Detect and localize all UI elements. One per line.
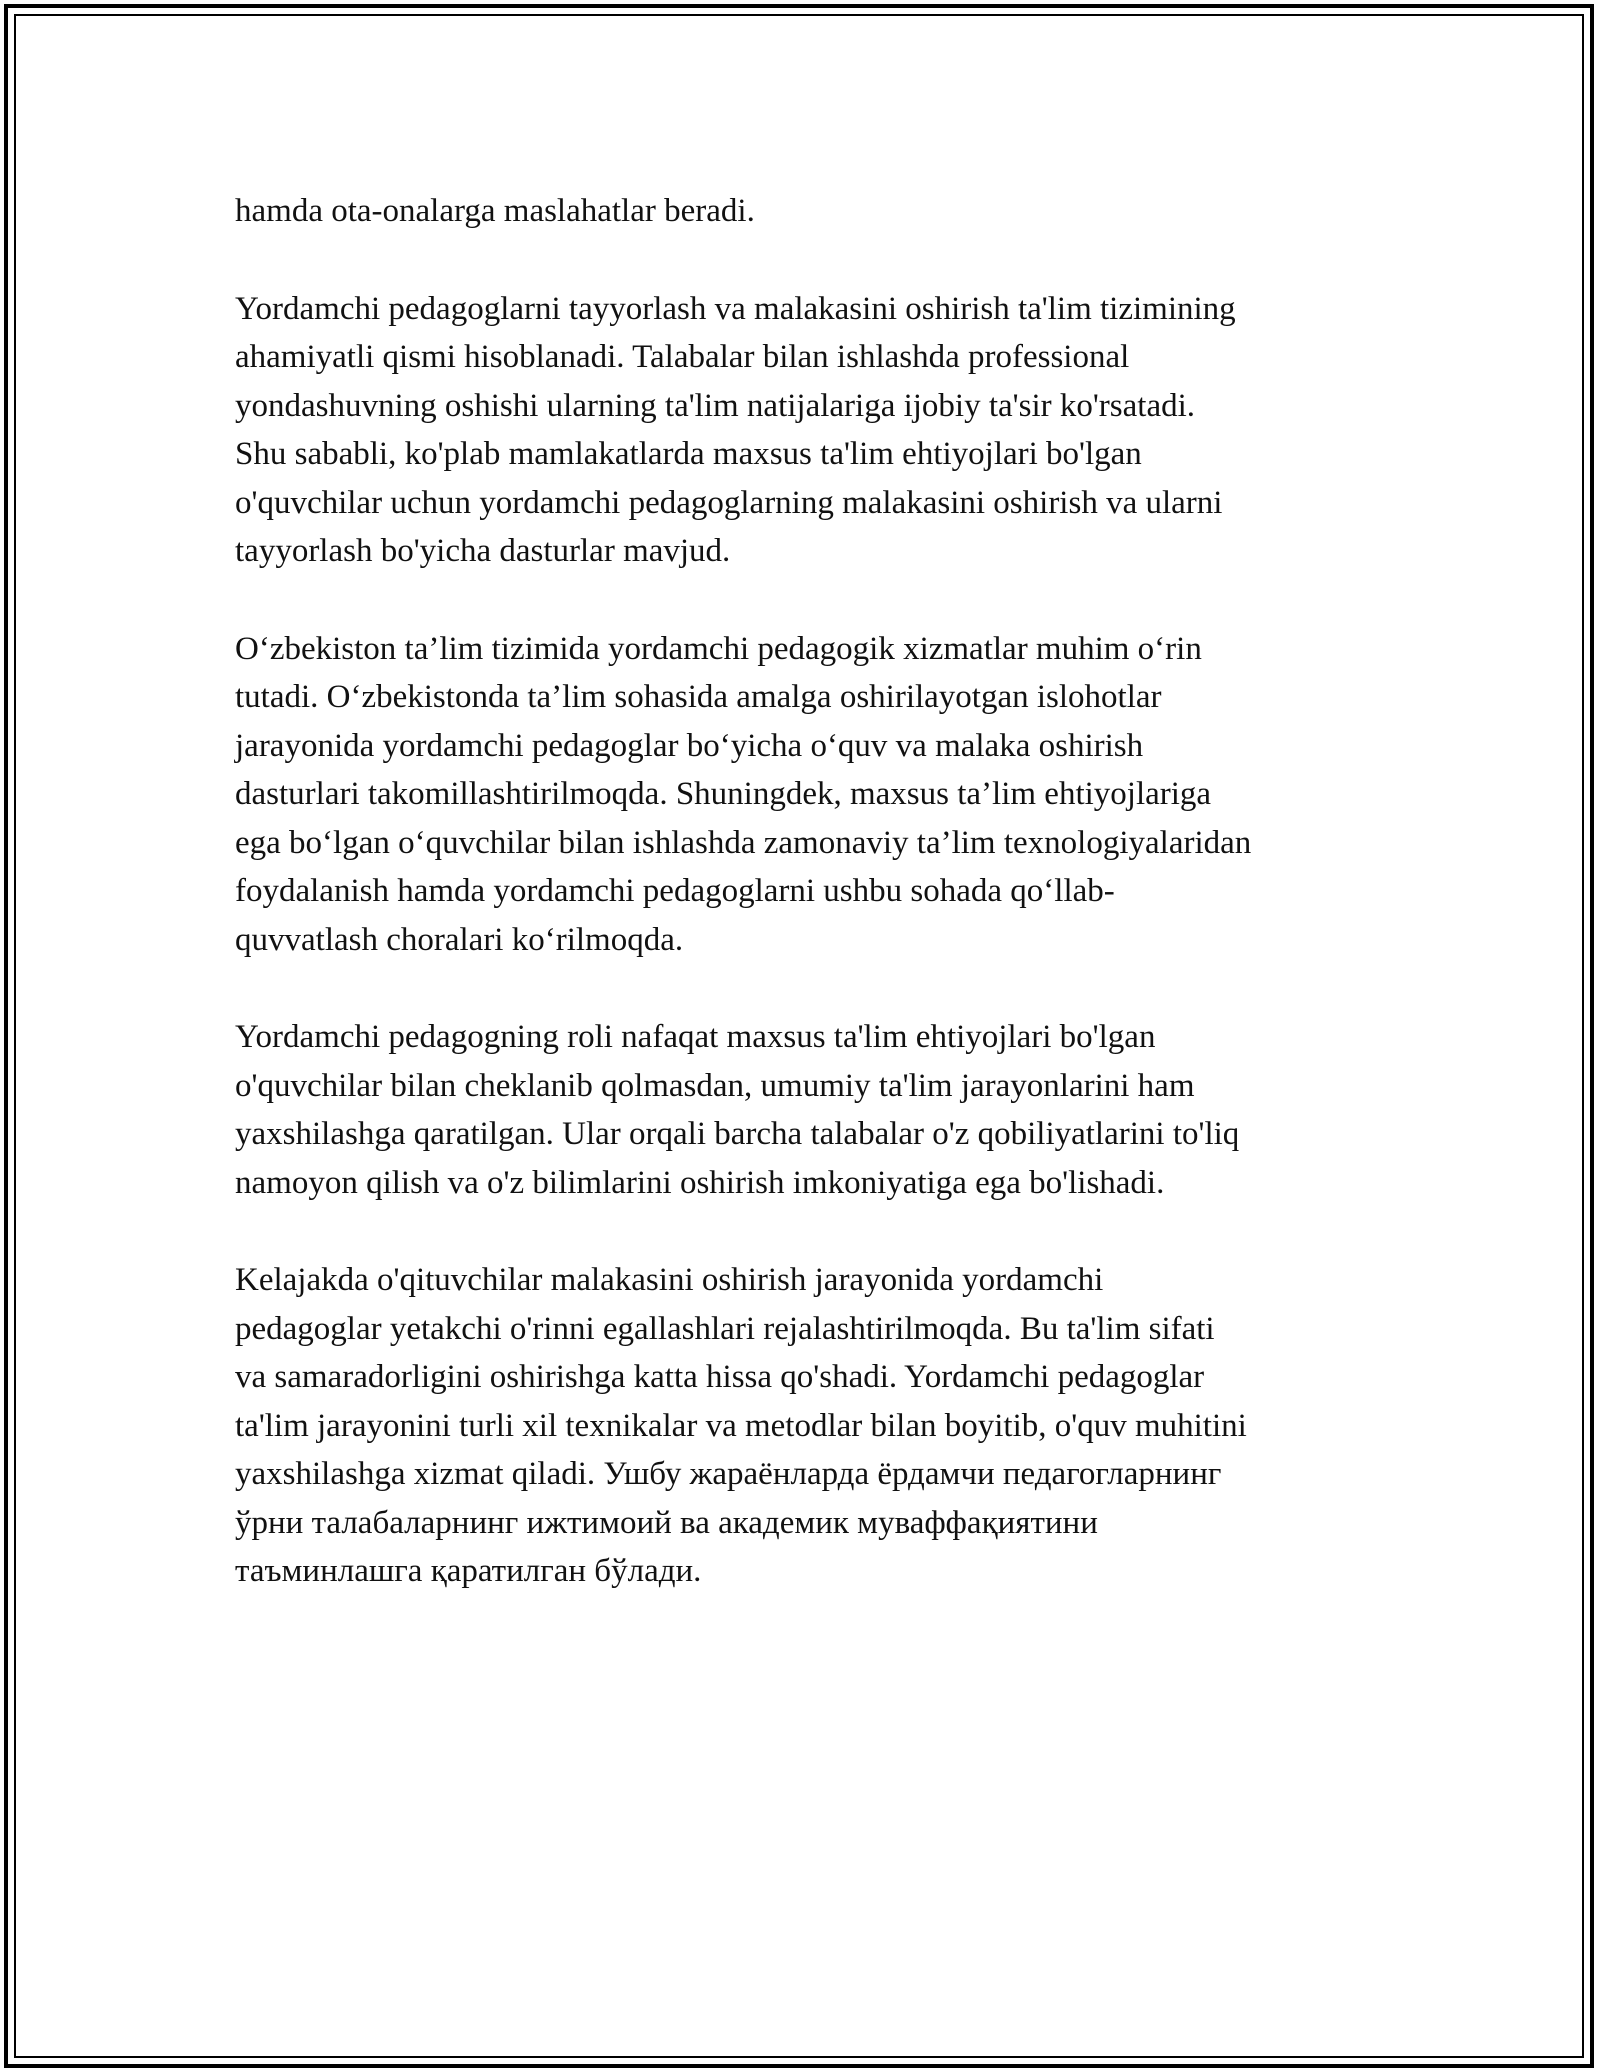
document-body [235, 187, 1375, 1645]
paragraph-5: Kelajakda o'qituvchilar malakasini oshirish jarayonida yordamchi pedagoglar yetakchi o'rinni egallashlari rejalashtirilmoqda. Bu ta'lim sifati va samaradorligini oshirishga katta hissa qo'shadi. Yordamchi pedagoglar ta'lim jarayonini turli xil texnikalar va metodlar bilan boyitib, o'quv muhitini yaxshilashga xizmat qiladi. Ушбу жараёнларда ёрдамчи педагогларнинг ўрни талабаларнинг ижтимоий ва академик муваффақиятини таъминлашга қаратилган бўлади. [235, 1262, 1247, 1589]
paragraph-4: Yordamchi pedagogning roli nafaqat maxsus ta'lim ehtiyojlari bo'lgan o'quvchilar bilan cheklanib qolmasdan, umumiy ta'lim jarayonlarini ham yaxshilashga qaratilgan. Ular orqali barcha talabalar o'z qobiliyatlarini to'liq namoyon qilish va o'z bilimlarini oshirish imkoniyatiga ega bo'lishadi. [235, 1019, 1240, 1201]
paragraph-2: Yordamchi pedagoglarni tayyorlash va malakasini oshirish ta'lim tizimining ahamiyatli qismi hisoblanadi. Talabalar bilan ishlashda professional yondashuvning oshishi ularning ta'lim natijalariga ijobiy ta'sir ko'rsatadi. Shu sababli, ko'plab mamlakatlarda maxsus ta'lim ehtiyojlari bo'lgan o'quvchilar uchun yordamchi pedagoglarning malakasini oshirish va ularni tayyorlash bo'yicha dasturlar mavjud. [235, 290, 1236, 569]
paragraph-1: hamda ota-onalarga maslahatlar beradi. [235, 193, 755, 229]
paragraph-3: O‘zbekiston ta’lim tizimida yordamchi pedagogik xizmatlar muhim o‘rin tutadi. O‘zbekistonda ta’lim sohasida amalga oshirilayotgan islohotlar jarayonida yordamchi pedagoglar bo‘yicha o‘quv va malaka oshirish dasturlari takomillashtirilmoqda. Shuningdek, maxsus ta’lim ehtiyojlariga ega bo‘lgan o‘quvchilar bilan ishlashda zamonaviy ta’lim texnologiyalaridan foydalanish hamda yordamchi pedagoglarni ushbu sohada qo‘llab- quvvatlash choralari ko‘rilmoqda. [235, 630, 1252, 958]
